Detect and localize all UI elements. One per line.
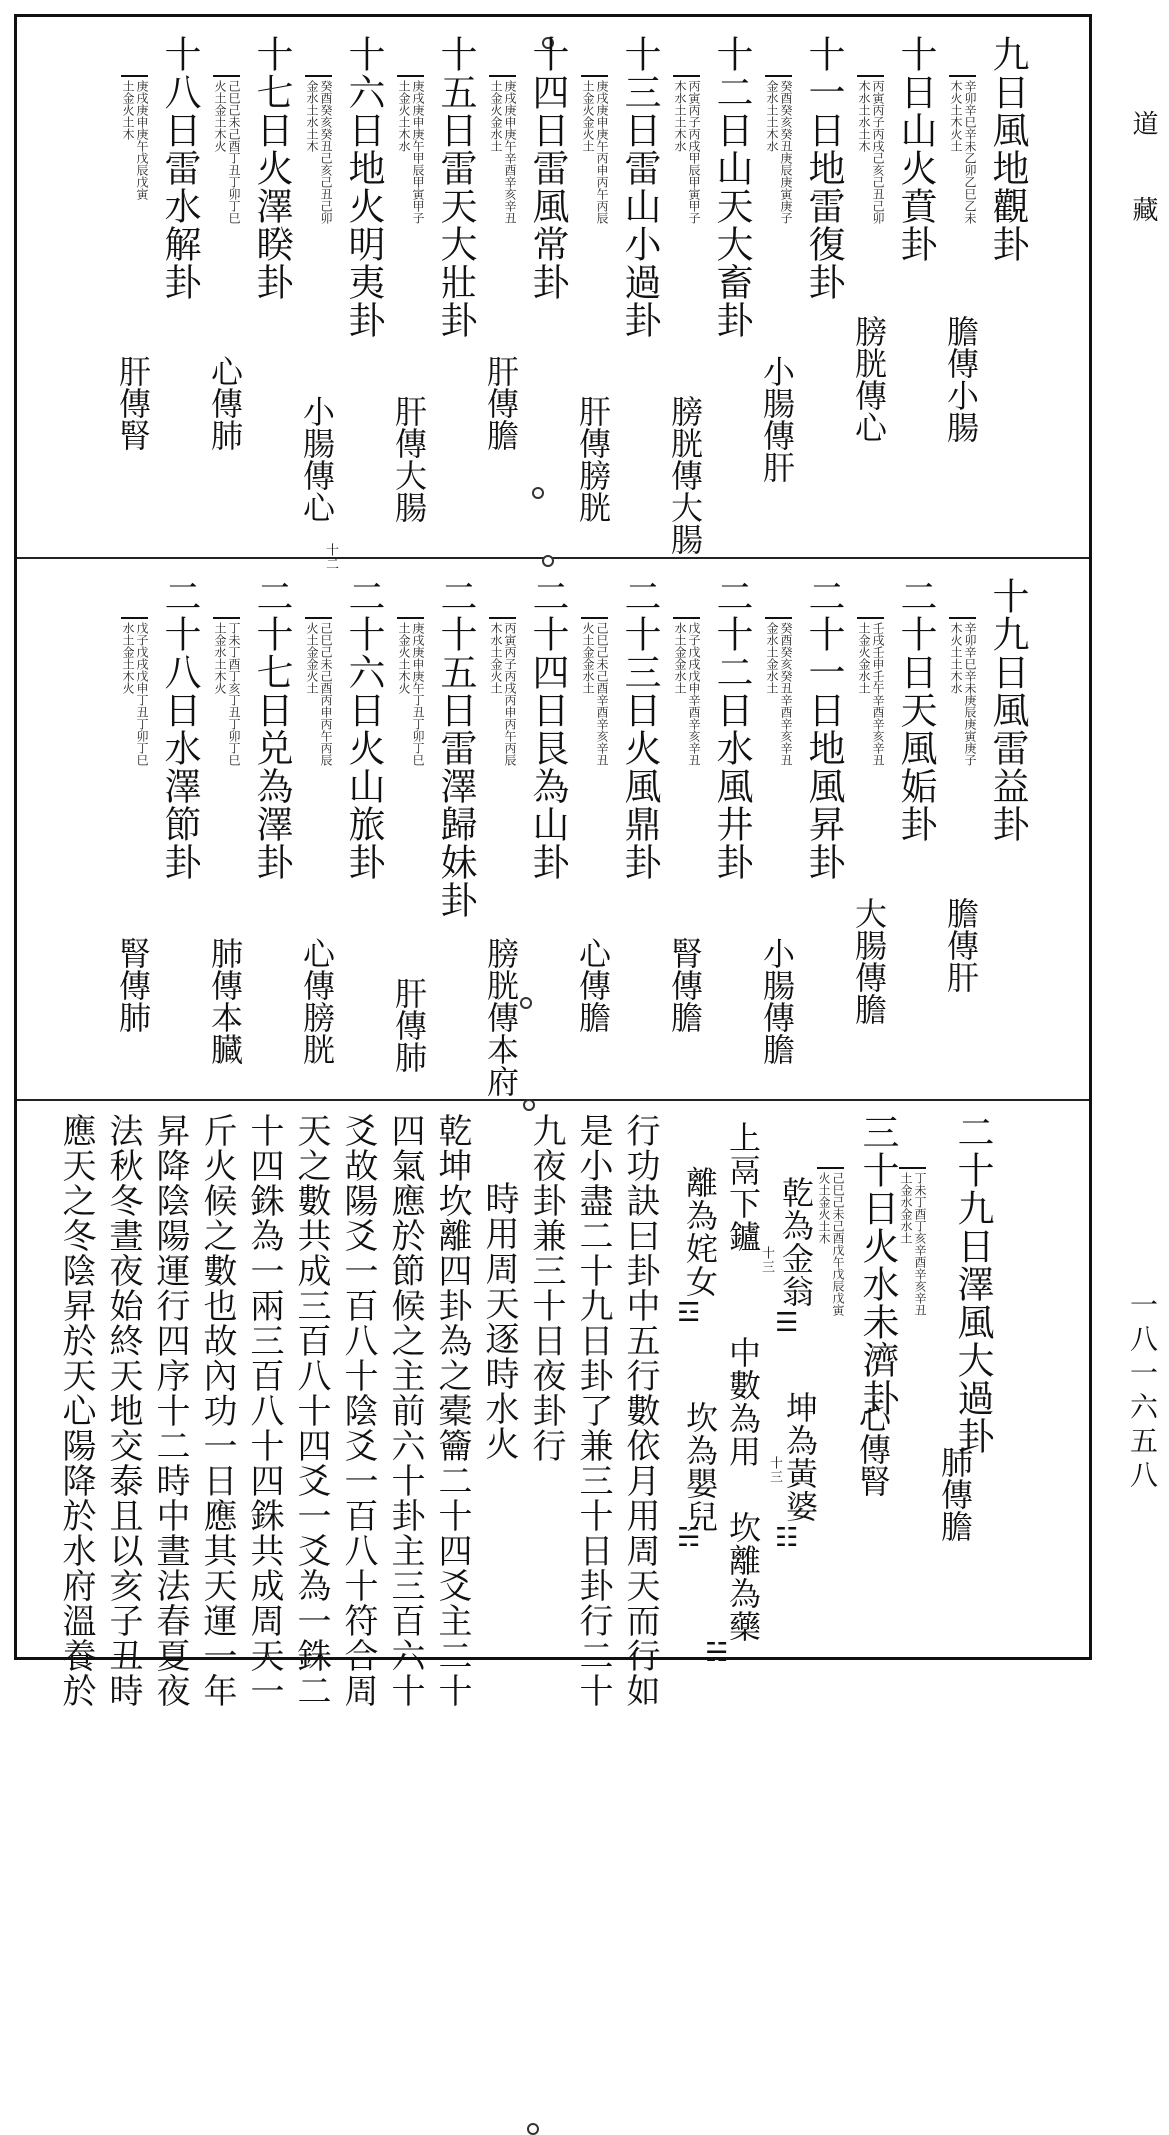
organ-transmission: 膀胱傳大腸 xyxy=(666,395,704,555)
hexagram-detail xyxy=(817,1167,844,1316)
text-line: 時用周天逐時水火 xyxy=(479,1181,519,1461)
detail-line: 辛卯辛巳辛未乙卯乙巳乙未 xyxy=(963,80,977,224)
detail-line: 金水土金水土 xyxy=(765,622,779,694)
organ-transmission: 心傳腎 xyxy=(854,1401,892,1497)
binding-hole xyxy=(527,2123,539,2135)
detail-line: 戊子戊戌戊申辛酉辛亥辛丑 xyxy=(687,622,701,766)
detail-line: 辛卯辛巳辛未庚辰庚寅庚子 xyxy=(963,622,977,766)
detail-line: 木水土水土木 xyxy=(857,80,871,152)
hexagram-detail xyxy=(397,617,424,766)
organ-transmission: 肺傳膽 xyxy=(936,1446,974,1542)
panel-top xyxy=(17,17,1089,571)
hexagram-detail xyxy=(857,75,884,224)
panel-bottom xyxy=(17,1101,1089,1708)
detail-line: 土金火土木火 xyxy=(397,622,411,694)
organ-transmission: 膽傳肝 xyxy=(942,897,980,993)
detail-line: 丁未丁酉丁亥辛酉辛亥辛丑 xyxy=(913,1172,927,1316)
hexagram-detail xyxy=(765,617,792,766)
detail-line: 己巳己未己酉辛酉辛亥辛丑 xyxy=(595,622,609,766)
middle-number-as-use: 中數為用 xyxy=(724,1336,762,1468)
detail-line: 丁未丁酉丁亥丁丑丁卯丁巳 xyxy=(227,622,241,766)
kun-as-yellow-matron: 坤為黃婆 xyxy=(781,1391,819,1523)
organ-transmission: 小腸傳肝 xyxy=(758,355,796,483)
hexagram-title: 十八日雷水解卦 xyxy=(158,35,201,301)
detail-line: 庚戌庚申庚午甲辰甲寅甲子 xyxy=(411,80,425,224)
organ-transmission: 腎傳肺 xyxy=(114,937,152,1033)
detail-line: 木火土木火土 xyxy=(949,80,963,152)
text-line: 天之數共成三百八十四爻一爻為一銖二 xyxy=(291,1113,331,1708)
organ-transmission: 小腸傳心 xyxy=(298,395,336,523)
hexagram-title: 十四日雷風常卦 xyxy=(526,35,569,301)
hexagram-detail xyxy=(949,75,976,224)
detail-line: 土金火金水土 xyxy=(857,622,871,694)
organ-transmission: 大腸傳膽 xyxy=(850,897,888,1025)
detail-line: 水土金土木火 xyxy=(121,622,135,694)
text-line: 昇降陰陽運行四序十二時中晝法春夏夜 xyxy=(150,1113,190,1708)
hexagram-title: 十一日地雷復卦 xyxy=(802,35,845,301)
qian-as-gold-elder: 乾為金翁 xyxy=(777,1176,815,1308)
organ-transmission: 肺傳本臓 xyxy=(206,937,244,1065)
hexagram-detail xyxy=(121,617,148,766)
detail-line: 土金水金水土 xyxy=(899,1172,913,1244)
detail-line: 癸酉癸亥癸丑己亥己丑己卯 xyxy=(319,80,333,224)
hexagram-title: 二十四日艮為山卦 xyxy=(526,577,569,881)
detail-line: 己巳己未己酉丁丑丁卯丁巳 xyxy=(227,80,241,224)
hexagram-title: 二十六日火山旅卦 xyxy=(342,577,385,881)
detail-line: 土金水土木火 xyxy=(213,622,227,694)
organ-transmission: 心傳膽 xyxy=(574,937,612,1033)
organ-transmission: 肝傳膽 xyxy=(482,355,520,451)
detail-line: 己巳己未己酉丙申丙午丙辰 xyxy=(319,622,333,766)
hexagram-title: 十日山火賁卦 xyxy=(894,35,937,263)
organ-transmission: 膀胱傳本府 xyxy=(482,937,520,1097)
hexagram-title: 二十二日水風井卦 xyxy=(710,577,753,881)
hexagram-detail xyxy=(673,617,700,766)
organ-transmission: 心傳膀胱 xyxy=(298,937,336,1065)
detail-line: 壬戌壬申壬午辛酉辛亥辛丑 xyxy=(871,622,885,766)
organ-transmission: 腎傳膽 xyxy=(666,937,704,1033)
detail-line: 金水土土木水 xyxy=(765,80,779,152)
detail-line: 癸酉癸亥癸丑辛酉辛亥辛丑 xyxy=(779,622,793,766)
text-line: 爻故陽爻一百八十陰爻一百八十符合周 xyxy=(338,1113,378,1708)
hexagram-title: 二十九日澤風大過卦 xyxy=(951,1113,994,1455)
hexagram-title: 十三日雷山小過卦 xyxy=(618,35,661,339)
hexagram-detail xyxy=(489,75,516,224)
organ-transmission: 膀胱傳心 xyxy=(850,315,888,443)
organ-transmission: 肝傳腎 xyxy=(114,355,152,451)
hexagram-title: 九日風地觀卦 xyxy=(986,35,1029,263)
detail-line: 庚戌庚申庚午戊辰戊寅 xyxy=(135,80,149,200)
hexagram-title: 十二日山天大畜卦 xyxy=(710,35,753,339)
organ-transmission: 心傳肺 xyxy=(206,355,244,451)
hexagram-detail xyxy=(305,75,332,224)
detail-line: 庚戌庚申庚午丙申丙午丙辰 xyxy=(595,80,609,224)
li-trigram-icon: ☲ xyxy=(677,1298,701,1328)
hexagram-detail xyxy=(213,75,240,224)
detail-line: 火土金金火土 xyxy=(305,622,319,694)
text-line: 四氣應於節候之主前六十卦主三百六十 xyxy=(385,1113,425,1708)
hexagram-title: 二十三日火風鼎卦 xyxy=(618,577,661,881)
binding-hole xyxy=(523,1099,535,1111)
hexagram-detail xyxy=(489,617,516,766)
hexagram-detail xyxy=(673,75,700,224)
hexagram-detail xyxy=(949,617,976,766)
detail-line: 庚戌庚申庚午丁丑丁卯丁巳 xyxy=(411,622,425,766)
text-line: 十四銖為一兩三百八十四銖共成周天一 xyxy=(244,1113,284,1708)
hexagram-detail xyxy=(213,617,240,766)
kan-as-infant: 坎為嬰兒 xyxy=(681,1401,719,1533)
hexagram-title: 二十七日兑為澤卦 xyxy=(250,577,293,881)
organ-transmission: 膽傳小腸 xyxy=(942,315,980,443)
detail-line: 庚戌庚申庚午辛酉辛亥辛丑 xyxy=(503,80,517,224)
detail-line: 丙寅丙子丙戌丙申丙午丙辰 xyxy=(503,622,517,766)
text-line: 斤火候之數也故內功一日應其天運一年 xyxy=(197,1113,237,1708)
detail-line: 丙寅丙子丙戌己亥己丑己卯 xyxy=(871,80,885,224)
detail-line: 火土金土木火 xyxy=(213,80,227,152)
kun-trigram-icon: ☷ xyxy=(775,1523,799,1553)
book-title: 道藏 xyxy=(1128,110,1158,282)
kan-trigram-icon: ☵ xyxy=(705,1638,729,1668)
detail-line: 水土金金水土 xyxy=(673,622,687,694)
text-line: 行功訣曰卦中五行數依月用周天而行如 xyxy=(620,1113,660,1708)
hexagram-title: 十五日雷天大壯卦 xyxy=(434,35,477,339)
text-line: 九夜卦兼三十日夜卦行 xyxy=(526,1113,566,1463)
li-as-beautiful-girl: 離為姹女 xyxy=(681,1166,719,1298)
hexagram-detail xyxy=(121,75,148,200)
section-note: 十三 xyxy=(759,1246,774,1274)
detail-line: 癸酉癸亥癸丑庚辰庚寅庚子 xyxy=(779,80,793,224)
organ-transmission: 肝傳肺 xyxy=(390,977,428,1073)
detail-line: 土金火金水土 xyxy=(489,80,503,152)
detail-line: 土金火土木水 xyxy=(397,80,411,152)
section-note: 十三 xyxy=(767,1456,782,1484)
qian-trigram-icon: ☰ xyxy=(775,1308,799,1338)
hexagram-title: 二十八日水澤節卦 xyxy=(158,577,201,881)
hexagram-detail xyxy=(857,617,884,766)
upper-cauldron-lower-furnace: 上鬲下鑪 xyxy=(724,1121,762,1253)
detail-line: 土金火土木 xyxy=(121,80,135,140)
binding-hole xyxy=(532,487,544,499)
hexagram-detail xyxy=(581,617,608,766)
detail-line: 己巳己未己酉戊午戊辰戊寅 xyxy=(831,1172,845,1316)
detail-line: 木火土土木水 xyxy=(949,622,963,694)
hexagram-entry-29 xyxy=(937,1113,1007,1455)
hexagram-title: 二十一日地風昇卦 xyxy=(802,577,845,881)
binding-hole xyxy=(520,997,532,1009)
page-number: 一八一六五八 xyxy=(1126,1290,1159,1494)
text-line: 應天之冬陰昇於天心陽降於水府溫養於 xyxy=(56,1113,96,1708)
hexagram-title: 十六日地火明夷卦 xyxy=(342,35,385,339)
detail-line: 火土金金水土 xyxy=(581,622,595,694)
kan-li-as-medicine: 坎離為藥 xyxy=(724,1511,762,1643)
hexagram-detail xyxy=(581,75,608,224)
kan-trigram-icon: ☵ xyxy=(677,1523,701,1553)
binding-hole xyxy=(542,555,554,567)
text-line: 乾坤坎離四卦為之橐籥二十四爻主二十 xyxy=(432,1113,472,1708)
hexagram-title: 十七日火澤睽卦 xyxy=(250,35,293,301)
detail-line: 丙寅丙子丙戌甲辰甲寅甲子 xyxy=(687,80,701,224)
hexagram-detail xyxy=(305,617,332,766)
hexagram-title: 十九日風雷益卦 xyxy=(986,577,1029,843)
hexagram-detail xyxy=(397,75,424,224)
organ-transmission: 小腸傳膽 xyxy=(758,937,796,1065)
panel-middle xyxy=(17,559,1089,1101)
detail-line: 戊子戊戌戊申丁丑丁卯丁巳 xyxy=(135,622,149,766)
text-line: 法秋冬晝夜始終天地交泰且以亥子丑時 xyxy=(103,1113,143,1708)
detail-line: 金水土水土木 xyxy=(305,80,319,152)
hexagram-title: 三十日火水未濟卦 xyxy=(856,1113,899,1417)
text-line: 是小盡二十九日卦了兼三十日卦行二十 xyxy=(573,1113,613,1708)
hexagram-detail xyxy=(765,75,792,224)
detail-line: 火土金火土木 xyxy=(817,1172,831,1244)
organ-transmission: 肝傳膀胱 xyxy=(574,395,612,523)
detail-line: 土金火金火土 xyxy=(581,80,595,152)
organ-transmission: 肝傳大腸 xyxy=(390,395,428,523)
detail-line: 木水土金火土 xyxy=(489,622,503,694)
detail-line: 木水土土木水 xyxy=(673,80,687,152)
hexagram-title: 二十日天風姤卦 xyxy=(894,577,937,843)
section-note: 十二 xyxy=(323,543,338,571)
hexagram-detail xyxy=(899,1167,926,1316)
hexagram-title: 二十五日雷澤歸妹卦 xyxy=(434,577,477,919)
